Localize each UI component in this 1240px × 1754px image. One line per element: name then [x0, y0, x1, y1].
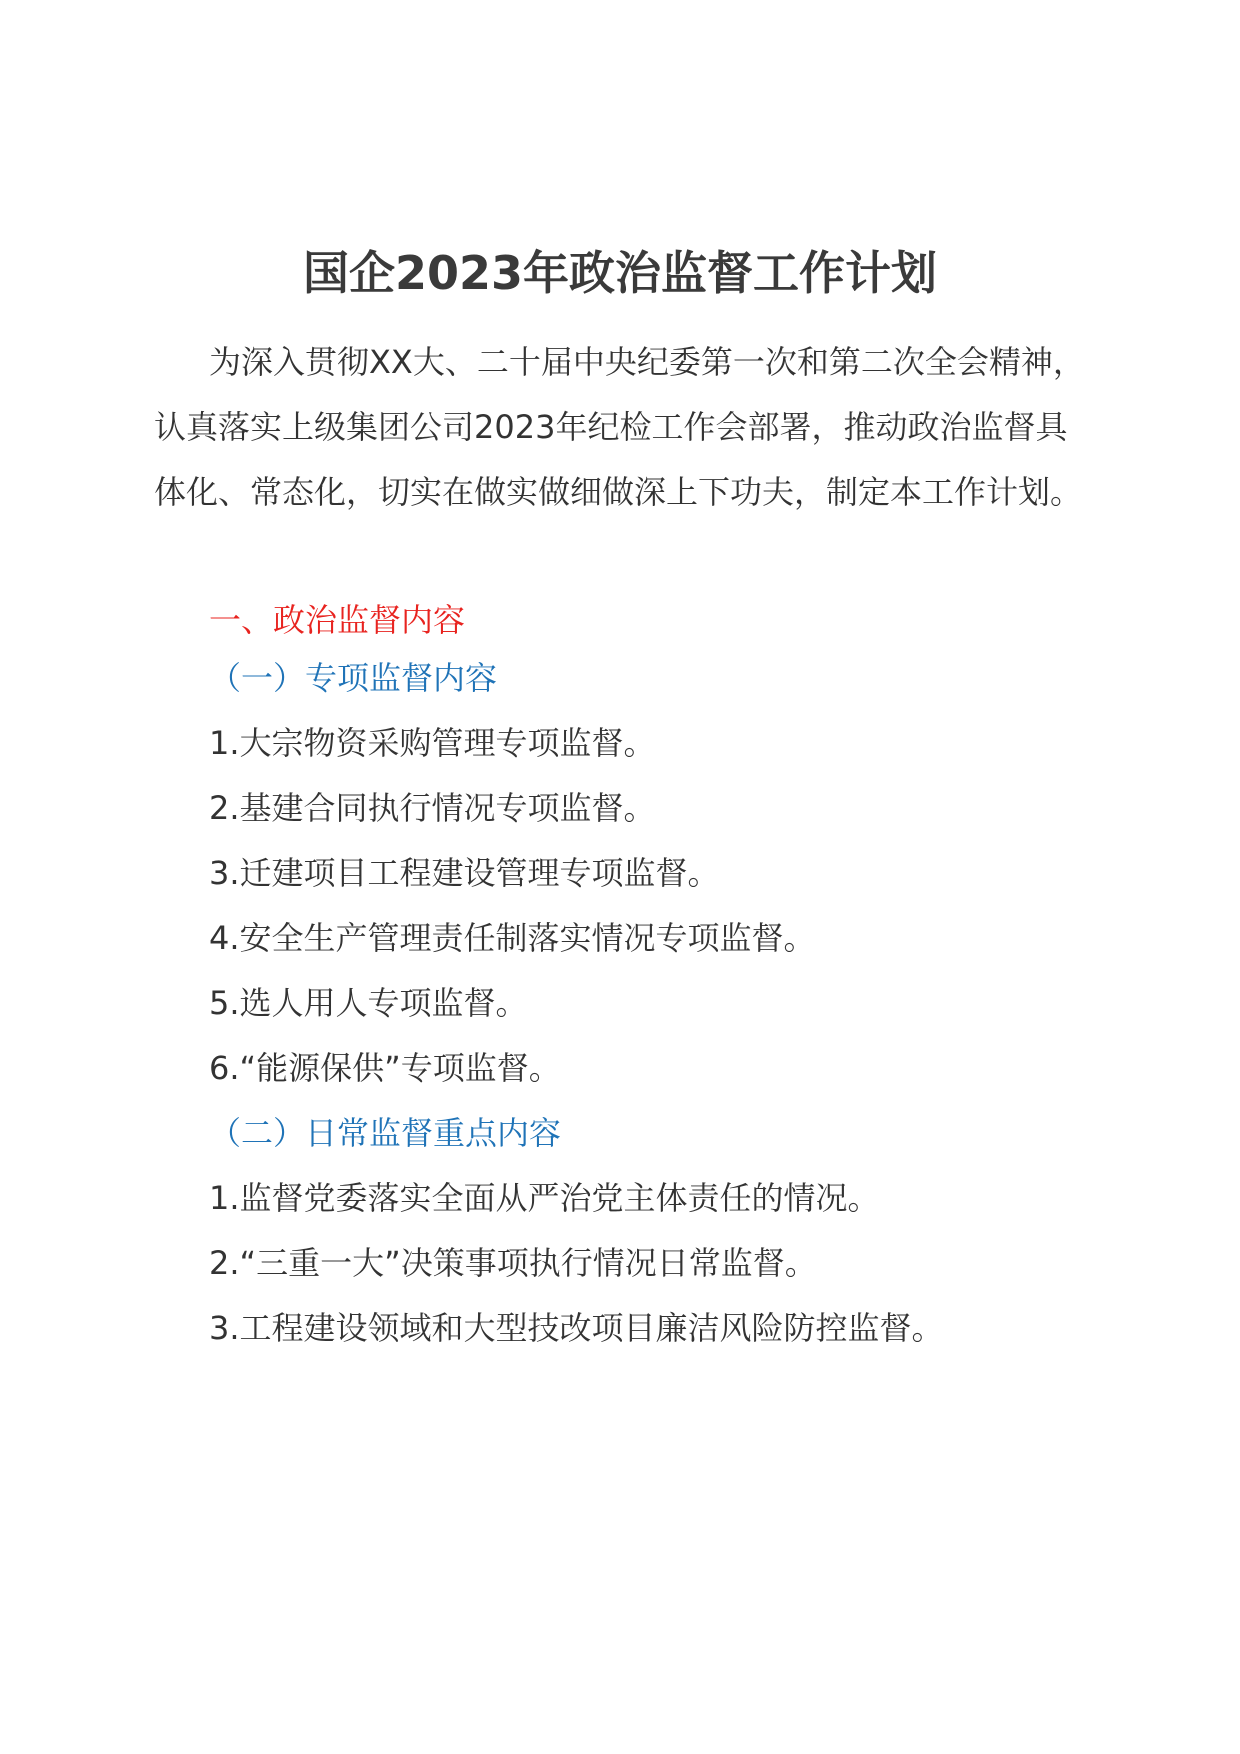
section-heading-political-supervision: 一、政治监督内容 — [209, 601, 466, 639]
list-item: 6.“能源保供”专项监督。 — [209, 1049, 561, 1087]
list-item: 2.“三重一大”决策事项执行情况日常监督。 — [209, 1244, 817, 1282]
subsection-heading-daily-supervision: （二）日常监督重点内容 — [209, 1114, 562, 1152]
subsection-heading-special-supervision: （一）专项监督内容 — [209, 659, 498, 697]
list-item: 4.安全生产管理责任制落实情况专项监督。 — [209, 919, 816, 957]
list-item: 1.监督党委落实全面从严治党主体责任的情况。 — [209, 1179, 880, 1217]
intro-paragraph: 为深入贯彻XX大、二十届中央纪委第一次和第二次全会精神，认真落实上级集团公司2023年纪检工作会部署，推动政治监督具体化、常态化，切实在做实做细做深上下功夫，制定本工作计划。 — [154, 343, 1085, 511]
list-item: 3.工程建设领域和大型技改项目廉洁风险防控监督。 — [209, 1309, 944, 1347]
list-item: 5.选人用人专项监督。 — [209, 984, 528, 1022]
list-item: 2.基建合同执行情况专项监督。 — [209, 789, 656, 827]
document-title: 国企2023年政治监督工作计划 — [302, 246, 938, 300]
list-item: 3.迁建项目工程建设管理专项监督。 — [209, 854, 720, 892]
list-item: 1.大宗物资采购管理专项监督。 — [209, 724, 656, 762]
